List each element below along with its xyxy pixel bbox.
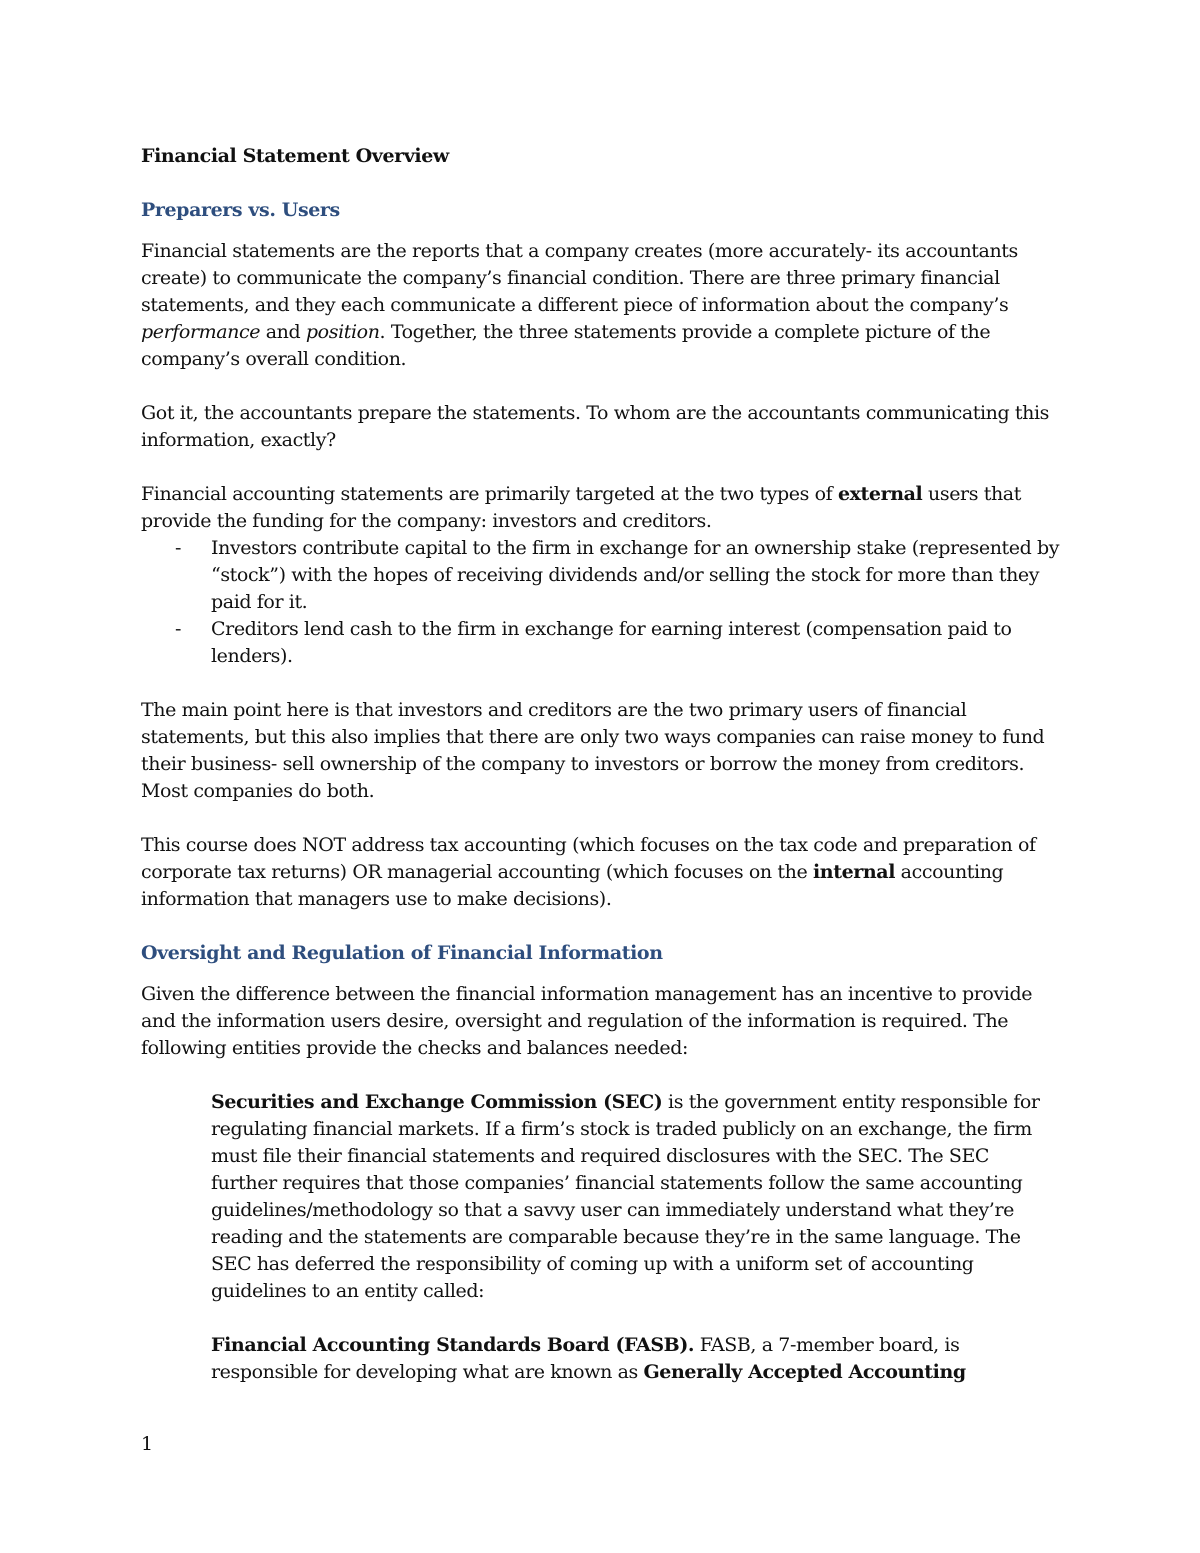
document-body bbox=[141, 143, 1061, 1413]
list-item-creditors bbox=[141, 616, 1061, 670]
text-run: and bbox=[260, 321, 306, 343]
list-item-text: Investors contribute capital to the firm in exchange for an ownership stake (represented by “stock”) with the hopes of receiving dividends and/or selling the stock for more than they paid for it. bbox=[211, 537, 1060, 613]
page-number: 1 bbox=[141, 1433, 154, 1455]
bold-sec: Securities and Exchange Commission (SEC) bbox=[211, 1091, 663, 1113]
emphasis-position: position bbox=[305, 321, 380, 343]
text-run: . Together, the three statements provide a complete picture of the company’s overall condition. bbox=[141, 321, 991, 370]
text-run: FASB, a 7-member board, is responsible for developing what are known as bbox=[211, 1334, 960, 1383]
text-run: users that provide the funding for the company: investors and creditors. bbox=[141, 483, 1021, 532]
paragraph-sec bbox=[211, 1089, 1041, 1305]
list-item-investors bbox=[141, 535, 1061, 616]
list-item-text: Creditors lend cash to the firm in exchange for earning interest (compensation paid to lenders). bbox=[211, 618, 1012, 667]
text-run: accounting information that managers use to make decisions). bbox=[141, 861, 1004, 910]
paragraph-financial-statements bbox=[141, 238, 1061, 373]
emphasis-performance: performance bbox=[141, 321, 261, 343]
dash-bullet: - bbox=[175, 618, 182, 640]
paragraph-accountants-question: Got it, the accountants prepare the statements. To whom are the accountants communicating this information, exactly? bbox=[141, 402, 1049, 451]
text-run: is the government entity responsible for regulating financial markets. If a firm’s stock is traded publicly on an exchange, the firm must file their financial statements and required disclosures with the SEC. The SEC further requires that those companies’ financial statements follow the same accounting guidelines/methodology so that a savvy user can immediately understand what they’re reading and the statements are comparable because they’re in the same language. The SEC has deferred the responsibility of coming up with a uniform set of accounting guidelines to an entity called: bbox=[211, 1091, 1040, 1302]
bold-gaap: Generally Accepted Accounting bbox=[643, 1361, 966, 1383]
text-run: Financial accounting statements are primarily targeted at the two types of bbox=[141, 483, 838, 505]
dash-bullet: - bbox=[175, 537, 182, 559]
section-heading-oversight: Oversight and Regulation of Financial Information bbox=[141, 942, 663, 964]
paragraph-oversight-intro: Given the difference between the financial information management has an incentive to provide and the information users desire, oversight and regulation of the information is required. The following entities provide the checks and balances needed: bbox=[141, 983, 1033, 1059]
user-types-list bbox=[141, 535, 1061, 670]
section-heading-preparers-vs-users: Preparers vs. Users bbox=[141, 199, 340, 221]
paragraph-course-scope bbox=[141, 832, 1061, 913]
paragraph-main-point: The main point here is that investors and creditors are the two primary users of financial statements, but this also implies that there are only two ways companies can raise money to fund their business- sell ownership of the company to investors or borrow the money from creditors. Most companies do both. bbox=[141, 699, 1045, 802]
text-run: Financial statements are the reports that a company creates (more accurately- its accountants create) to communicate the company’s financial condition. There are three primary financial statements, and they each communicate a different piece of information about the company’s bbox=[141, 240, 1018, 316]
bold-external: external bbox=[837, 483, 923, 505]
paragraph-fasb bbox=[211, 1332, 1041, 1386]
bold-internal: internal bbox=[812, 861, 896, 883]
text-run: This course does NOT address tax accounting (which focuses on the tax code and preparation of corporate tax returns) OR managerial accounting (which focuses on the bbox=[141, 834, 1036, 883]
document-title: Financial Statement Overview bbox=[141, 145, 449, 167]
paragraph-external-users bbox=[141, 481, 1061, 535]
bold-fasb: Financial Accounting Standards Board (FASB). bbox=[211, 1334, 695, 1356]
